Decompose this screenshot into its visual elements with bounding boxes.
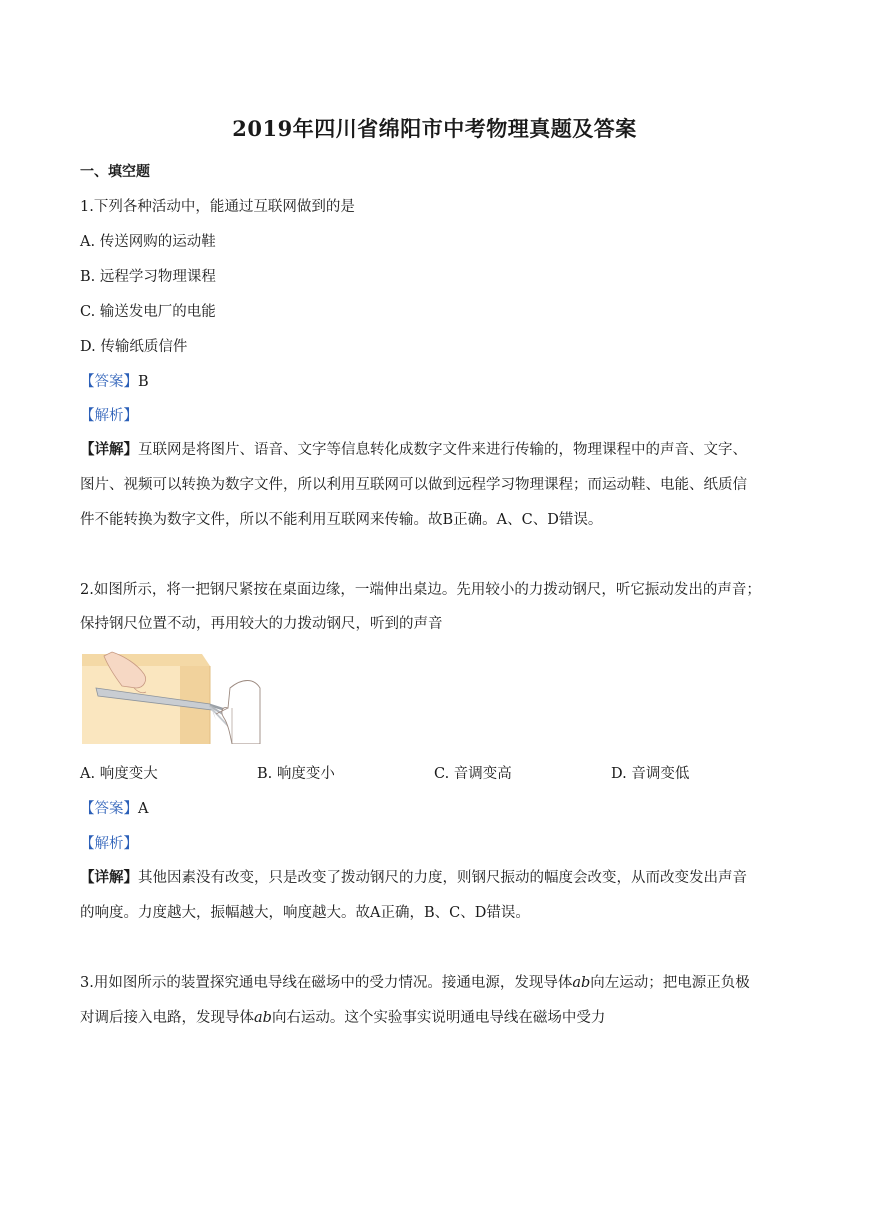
- q1-detail-line-2: 图片、视频可以转换为数字文件，所以利用互联网可以做到远程学习物理课程；而运动鞋、电能、纸质信: [80, 477, 747, 493]
- q2-detail-line-1: [80, 866, 747, 887]
- detail-text: 其他因素没有改变，只是改变了拨动钢尺的力度，则钢尺振动的幅度会改变，从而改变发出声音: [138, 870, 747, 886]
- q2-detail-line-2: 的响度。力度越大，振幅越大，响度越大。故A正确，B、C、D错误。: [80, 905, 530, 921]
- q2-stem-line-2: 保持钢尺位置不动，再用较大的力拨动钢尺，听到的声音: [80, 616, 443, 632]
- detail-tag: 【详解】: [80, 869, 138, 886]
- section-heading: 一、填空题: [80, 164, 150, 180]
- q1-detail-line-1: [80, 438, 747, 459]
- q1-stem: 1.下列各种活动中，能通过互联网做到的是: [80, 199, 355, 215]
- q2-option-a: A. 响度变大: [80, 766, 158, 782]
- q2-stem-line-1: 2.如图所示，将一把钢尺紧按在桌面边缘，一端伸出桌边。先用较小的力拨动钢尺，听它振动发出的声音；: [80, 582, 761, 598]
- q2-option-b: B. 响度变小: [257, 766, 335, 782]
- q1-detail-line-3: 件不能转换为数字文件，所以不能利用互联网来传输。故B正确。A、C、D错误。: [80, 512, 603, 528]
- answer-value: B: [138, 374, 149, 390]
- q1-option-a: A. 传送网购的运动鞋: [80, 234, 216, 250]
- q3-text: 向右运动。这个实验事实说明通电导线在磁场中受力: [271, 1010, 606, 1026]
- conductor-label: ab: [254, 1010, 272, 1026]
- q1-option-c: C. 输送发电厂的电能: [80, 304, 216, 320]
- detail-text: 互联网是将图片、语音、文字等信息转化成数字文件来进行传输的，物理课程中的声音、文字、: [138, 442, 747, 458]
- detail-tag: 【详解】: [80, 441, 138, 458]
- q3-stem-line-2: [80, 1006, 605, 1027]
- conductor-label: ab: [572, 975, 591, 991]
- q1-answer: [80, 370, 149, 391]
- q2-option-d: D. 音调变低: [611, 766, 690, 782]
- q3-text: 对调后接入电路，发现导体: [80, 1010, 254, 1026]
- answer-tag: 【答案】: [80, 801, 138, 817]
- q2-option-c: C. 音调变高: [434, 766, 512, 782]
- q3-stem-line-1: [80, 971, 750, 992]
- answer-value: A: [138, 801, 149, 817]
- answer-tag: 【答案】: [80, 374, 138, 390]
- q1-option-b: B. 远程学习物理课程: [80, 269, 216, 285]
- page-title: 2019年四川省绵阳市中考物理真题及答案: [232, 116, 637, 141]
- q1-analysis-tag: 【解析】: [80, 408, 138, 424]
- ruler-on-table-figure: [82, 648, 262, 744]
- q3-text: 3.用如图所示的装置探究通电导线在磁场中的受力情况。接通电源，发现导体: [80, 975, 573, 991]
- q2-analysis-tag: 【解析】: [80, 836, 138, 852]
- q1-option-d: D. 传输纸质信件: [80, 339, 188, 355]
- q2-answer: [80, 797, 148, 818]
- q3-text: 向左运动；把电源正负极: [590, 975, 750, 991]
